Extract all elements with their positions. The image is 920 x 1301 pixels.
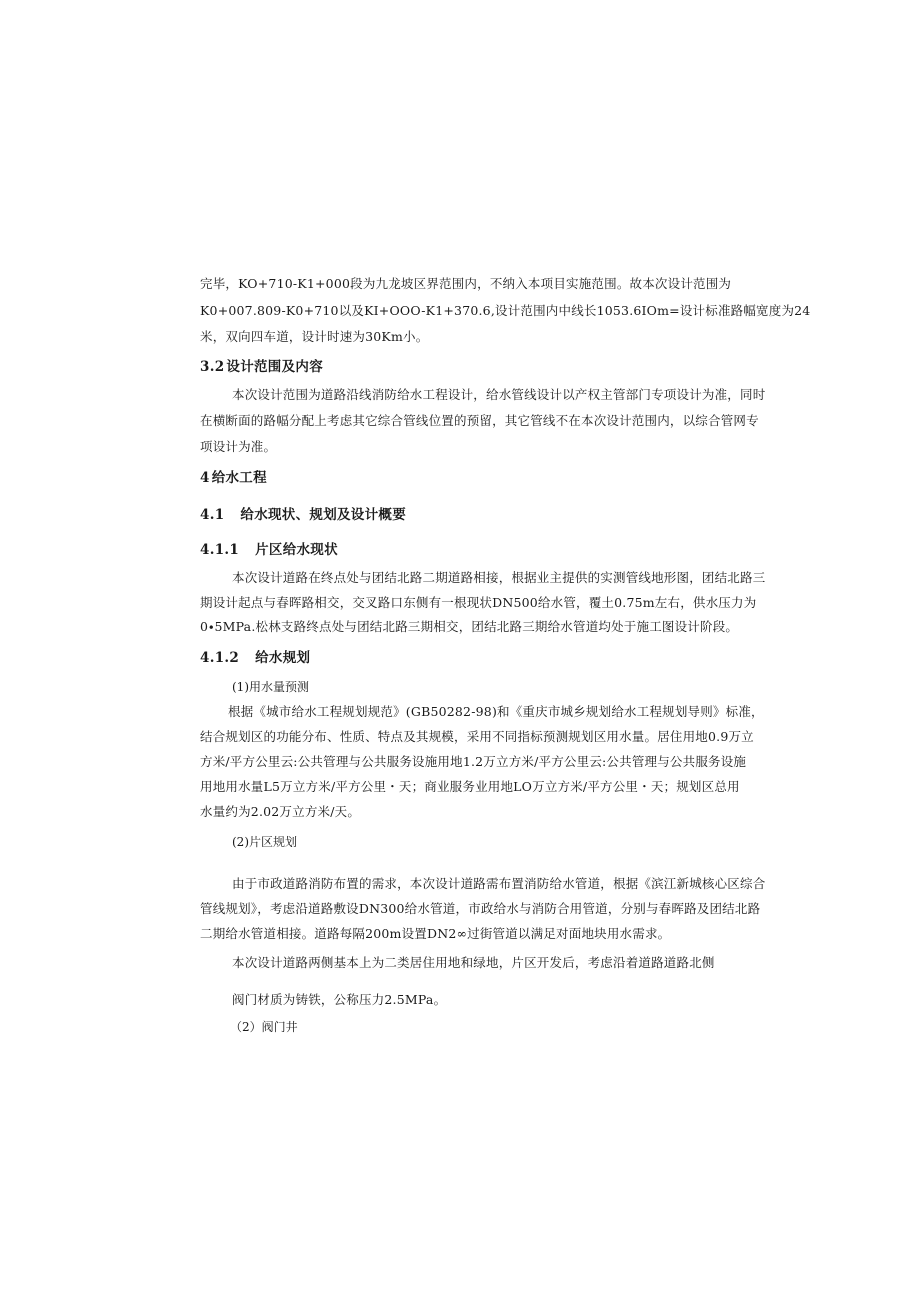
intro-line-1: 完毕，KO+710-K1+000段为九龙坡区界范围内，不纳入本项目实施范围。故本次设计范围为 [200, 276, 732, 291]
item-2-line-1: 由于市政道路消防布置的需求，本次设计道路需布置消防给水管道，根据《滨江新城核心区综合 [232, 876, 766, 891]
item-1-line-3: 方米/平方公里云:公共管理与公共服务设施用地1.2万立方米/平方公里云:公共管理与公共服务设施 [200, 754, 747, 769]
item-1-line-4: 用地用水量L5万立方米/平方公里・天；商业服务业用地LO万立方米/平方公里・天；规划区总用 [200, 779, 740, 794]
sec-3-2-line-1: 本次设计范围为道路沿线消防给水工程设计，给水管线设计以产权主管部门专项设计为准，同时 [232, 387, 766, 402]
item-1-line-5: 水量约为2.02万立方米/天。 [200, 804, 361, 819]
heading-4-1 [200, 506, 406, 524]
heading-4-1-2 [200, 649, 310, 667]
valve-material-line: 阀门材质为铸铁，公称压力2.5MPa。 [232, 992, 447, 1007]
heading-4-title: 给水工程 [211, 470, 267, 486]
sec-4-1-1-line-2: 期设计起点与春晖路相交，交叉路口东侧有一根现状DN500给水管，覆土0.75m左右，供水压力为 [200, 595, 757, 610]
heading-4 [200, 469, 267, 487]
heading-4-1-2-title: 给水规划 [255, 650, 311, 666]
item-1-label: (1)用水量预测 [232, 680, 309, 694]
sec-3-2-line-3: 项设计为准。 [200, 439, 277, 454]
heading-3-2 [200, 358, 323, 376]
heading-4-number: 4 [200, 470, 210, 486]
valve-well-label: （2）阀门井 [230, 1020, 298, 1034]
heading-3-2-number: 3.2 [200, 359, 225, 375]
intro-line-3: 米，双向四车道，设计时速为30Km小。 [200, 329, 429, 344]
trailing-line: 本次设计道路两侧基本上为二类居住用地和绿地，片区开发后，考虑沿着道路道路北侧 [232, 955, 715, 970]
heading-4-1-number: 4.1 [200, 507, 225, 523]
item-1-line-2: 结合规划区的功能分布、性质、特点及其规模，采用不同指标预测规划区用水量。居住用地0.9万立 [200, 729, 754, 744]
sec-4-1-1-line-3: 0∙5MPa.松林支路终点处与团结北路三期相交，团结北路三期给水管道均处于施工图设计阶段。 [200, 619, 739, 634]
heading-4-1-title: 给水现状、规划及设计概要 [240, 507, 406, 523]
item-1-line-1: 根据《城市给水工程规划规范》(GB50282-98)和《重庆市城乡规划给水工程规划导则》标准， [228, 704, 764, 719]
heading-3-2-title: 设计范围及内容 [226, 359, 323, 375]
item-2-label: (2)片区规划 [232, 835, 297, 849]
sec-4-1-1-line-1: 本次设计道路在终点处与团结北路二期道路相接，根据业主提供的实测管线地形图，团结北路三 [232, 570, 766, 585]
heading-4-1-1-number: 4.1.1 [200, 542, 240, 558]
heading-4-1-1-title: 片区给水现状 [255, 542, 338, 558]
heading-4-1-2-number: 4.1.2 [200, 650, 240, 666]
item-2-line-3: 二期给水管道相接。道路每隔200m设置DN2∞过街管道以满足对面地块用水需求。 [200, 926, 671, 941]
heading-4-1-1 [200, 541, 338, 559]
intro-line-2: K0+007.809-K0+710以及KI+OOO-K1+370.6,设计范围内中线长1053.6IOm=设计标准路幅宽度为24 [200, 303, 811, 318]
item-2-line-2: 管线规划》，考虑沿道路敷设DN300给水管道，市政给水与消防合用管道，分别与春晖路及团结北路 [200, 901, 761, 916]
sec-3-2-line-2: 在横断面的路幅分配上考虑其它综合管线位置的预留，其它管线不在本次设计范围内，以综合管网专 [200, 413, 759, 428]
